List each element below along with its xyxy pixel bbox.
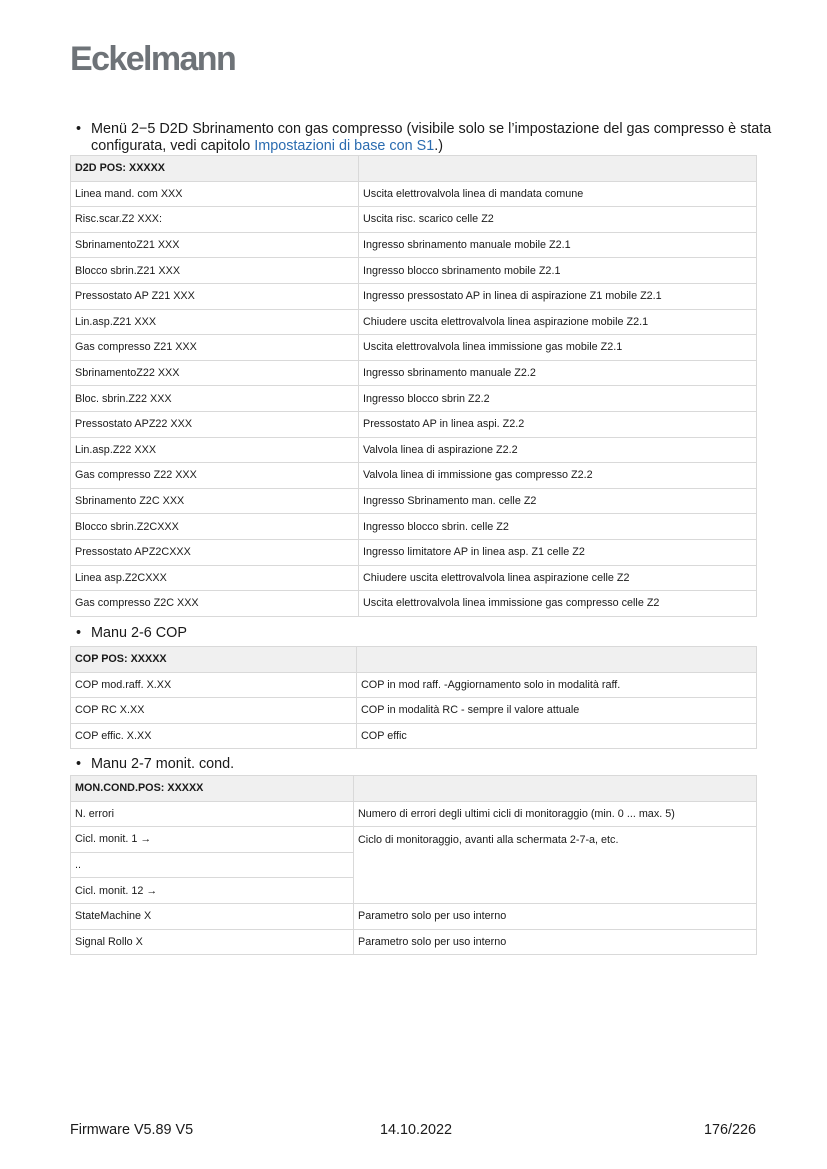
header-cell: COP POS: XXXXX — [71, 647, 357, 673]
header-cell — [354, 776, 757, 802]
parameter-cell: Linea asp.Z2CXXX — [71, 565, 359, 591]
d2d-table — [70, 155, 757, 617]
description-cell: Chiudere uscita elettrovalvola linea aspirazione mobile Z2.1 — [359, 309, 757, 335]
description-cell: Uscita elettrovalvola linea di mandata comune — [359, 181, 757, 207]
table-row — [71, 591, 757, 617]
parameter-cell: Risc.scar.Z2 XXX: — [71, 207, 359, 233]
parameter-cell: Pressostato APZ22 XXX — [71, 411, 359, 437]
description-cell: Valvola linea di immissione gas compresso Z2.2 — [359, 463, 757, 489]
header-cell — [359, 156, 757, 182]
parameter-cell: Lin.asp.Z22 XXX — [71, 437, 359, 463]
table-row — [71, 903, 757, 929]
header-cell: MON.COND.POS: XXXXX — [71, 776, 354, 802]
parameter-cell: Blocco sbrin.Z21 XXX — [71, 258, 359, 284]
parameter-cell: StateMachine X — [71, 903, 354, 929]
parameter-cell: Blocco sbrin.Z2CXXX — [71, 514, 359, 540]
parameter-cell: Bloc. sbrin.Z22 XXX — [71, 386, 359, 412]
parameter-cell: Cicl. monit. 1 → — [71, 827, 354, 853]
table-row — [71, 207, 757, 233]
table-row — [71, 437, 757, 463]
table-row — [71, 232, 757, 258]
table-row — [71, 463, 757, 489]
description-cell: Ingresso limitatore AP in linea asp. Z1 celle Z2 — [359, 539, 757, 565]
parameter-cell: Pressostato APZ2CXXX — [71, 539, 359, 565]
description-cell: Ciclo di monitoraggio, avanti alla schermata 2-7-a, etc. — [354, 827, 757, 904]
table-row — [71, 514, 757, 540]
section-d2d-title: Menü 2−5 D2D Sbrinamento con gas compresso (visibile solo se l’impostazione del gas compresso è stata configurata, vedi capitolo Impostazioni di base con S1.) — [91, 121, 772, 154]
description-cell: Ingresso pressostato AP in linea di aspirazione Z1 mobile Z2.1 — [359, 283, 757, 309]
description-cell: Pressostato AP in linea aspi. Z2.2 — [359, 411, 757, 437]
header-cell — [357, 647, 757, 673]
parameter-cell: Linea mand. com XXX — [71, 181, 359, 207]
footer-page-number: 176/226 — [703, 1122, 756, 1138]
description-cell: Ingresso sbrinamento manuale mobile Z2.1 — [359, 232, 757, 258]
table-row — [71, 801, 757, 827]
table-header-row — [71, 776, 757, 802]
parameter-cell: Pressostato AP Z21 XXX — [71, 283, 359, 309]
table-row — [71, 698, 757, 724]
header-cell: D2D POS: XXXXX — [71, 156, 359, 182]
table-row — [71, 386, 757, 412]
parameter-cell: Gas compresso Z21 XXX — [71, 335, 359, 361]
table-header-row — [71, 156, 757, 182]
section-monit-bullet: • Manu 2-7 monit. cond. — [76, 756, 235, 772]
section-cop-title: Manu 2-6 COP — [91, 625, 187, 641]
description-cell: Ingresso blocco sbrinamento mobile Z2.1 — [359, 258, 757, 284]
parameter-cell: N. errori — [71, 801, 354, 827]
description-cell: Parametro solo per uso interno — [354, 929, 757, 955]
description-cell: COP in modalità RC - sempre il valore attuale — [357, 698, 757, 724]
table-row — [71, 565, 757, 591]
parameter-cell: Cicl. monit. 12 → — [71, 878, 354, 904]
table-row — [71, 283, 757, 309]
parameter-cell: COP mod.raff. X.XX — [71, 672, 357, 698]
table-row — [71, 672, 757, 698]
description-cell: Uscita elettrovalvola linea immissione gas mobile Z2.1 — [359, 335, 757, 361]
section-cop-bullet: • Manu 2-6 COP — [76, 625, 187, 641]
parameter-cell: SbrinamentoZ21 XXX — [71, 232, 359, 258]
section-monit-title: Manu 2-7 monit. cond. — [91, 756, 235, 772]
table-row — [71, 488, 757, 514]
footer-firmware: Firmware V5.89 V5 — [70, 1122, 194, 1138]
parameter-cell: .. — [71, 852, 354, 878]
parameter-cell: Lin.asp.Z21 XXX — [71, 309, 359, 335]
description-cell: COP in mod raff. -Aggiornamento solo in modalità raff. — [357, 672, 757, 698]
description-cell: Chiudere uscita elettrovalvola linea aspirazione celle Z2 — [359, 565, 757, 591]
table-row — [71, 723, 757, 749]
table-row — [71, 309, 757, 335]
table-header-row — [71, 647, 757, 673]
table-row — [71, 827, 757, 853]
description-cell: Ingresso blocco sbrin Z2.2 — [359, 386, 757, 412]
description-cell: Uscita risc. scarico celle Z2 — [359, 207, 757, 233]
table-row — [71, 181, 757, 207]
description-cell: COP effic — [357, 723, 757, 749]
table-row — [71, 360, 757, 386]
table-row — [71, 411, 757, 437]
parameter-cell: SbrinamentoZ22 XXX — [71, 360, 359, 386]
description-cell: Ingresso blocco sbrin. celle Z2 — [359, 514, 757, 540]
parameter-cell: COP effic. X.XX — [71, 723, 357, 749]
description-cell: Numero di errori degli ultimi cicli di monitoraggio (min. 0 ... max. 5) — [354, 801, 757, 827]
company-logo: Eckelmann — [70, 40, 236, 78]
table-row — [71, 258, 757, 284]
description-cell: Valvola linea di aspirazione Z2.2 — [359, 437, 757, 463]
table-row — [71, 335, 757, 361]
table-row — [71, 929, 757, 955]
parameter-cell: Gas compresso Z2C XXX — [71, 591, 359, 617]
parameter-cell: Sbrinamento Z2C XXX — [71, 488, 359, 514]
description-cell: Parametro solo per uso interno — [354, 903, 757, 929]
footer-date: 14.10.2022 — [380, 1122, 453, 1138]
description-cell: Ingresso Sbrinamento man. celle Z2 — [359, 488, 757, 514]
description-cell: Ingresso sbrinamento manuale Z2.2 — [359, 360, 757, 386]
description-cell: Uscita elettrovalvola linea immissione gas compresso celle Z2 — [359, 591, 757, 617]
section-d2d-bullet: • Menü 2−5 D2D Sbrinamento con gas compresso (visibile solo se l’impostazione del gas compresso è stata configurata, vedi capitolo Impostazioni di base con S1.) — [76, 121, 772, 154]
parameter-cell: Signal Rollo X — [71, 929, 354, 955]
cop-table — [70, 646, 757, 749]
table-row — [71, 539, 757, 565]
parameter-cell: Gas compresso Z22 XXX — [71, 463, 359, 489]
settings-s1-link[interactable]: Impostazioni di base con S1 — [254, 138, 435, 154]
monit-table — [70, 775, 757, 955]
parameter-cell: COP RC X.XX — [71, 698, 357, 724]
